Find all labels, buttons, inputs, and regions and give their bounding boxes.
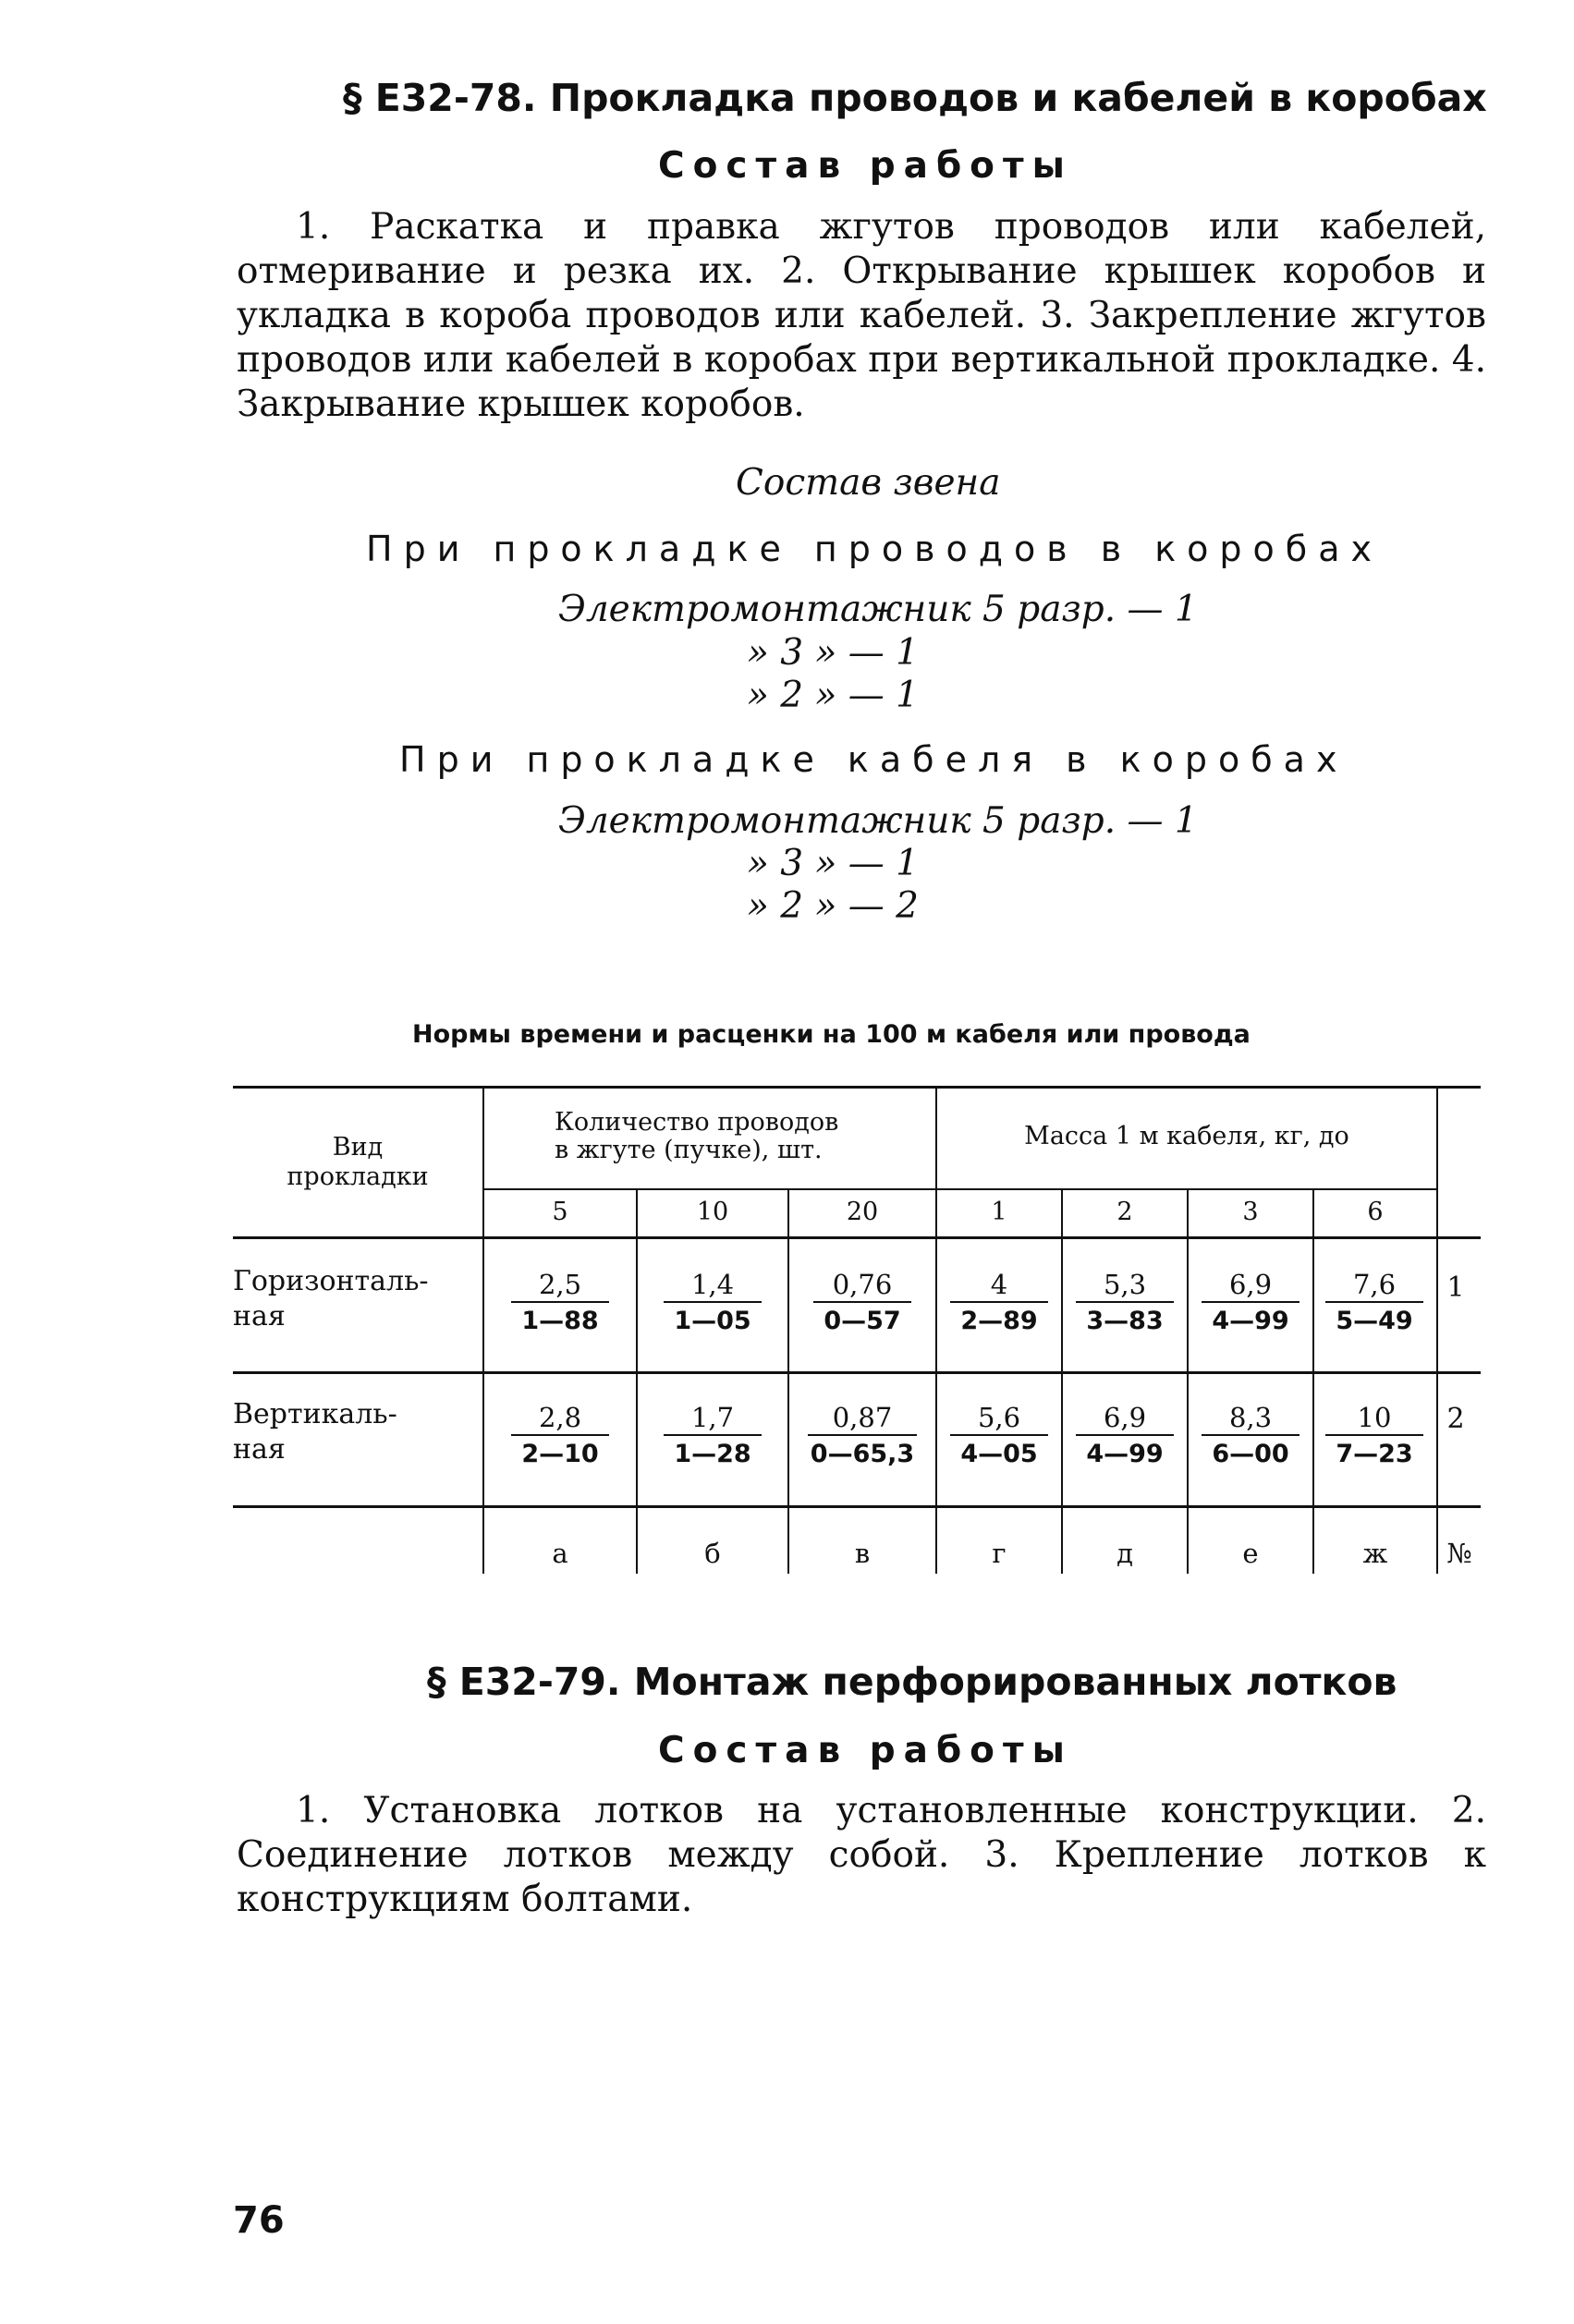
column-letter-c: в xyxy=(854,1538,871,1569)
page-number: 76 xyxy=(233,2199,285,2242)
crew-group-wires-line-3: » 2 » — 1 xyxy=(747,675,919,716)
table-top-rule xyxy=(233,1086,1481,1089)
table-vrule-6 xyxy=(1187,1188,1189,1574)
crew-group-wires-line-2: » 3 » — 1 xyxy=(747,632,919,674)
row-label-vertical-line-1: Вертикаль- xyxy=(233,1398,397,1430)
column-letter-e: д xyxy=(1116,1538,1133,1569)
value-vertical-a: 2,8 2—10 xyxy=(500,1401,620,1471)
crew-group-wires-title: При прокладке проводов в коробах xyxy=(366,529,1384,569)
value-vertical-e: 6,9 4—99 xyxy=(1065,1401,1185,1471)
table-vrule-3 xyxy=(787,1188,789,1574)
column-letter-f: е xyxy=(1242,1538,1259,1569)
crew-group-wires-line-1: Электромонтажник 5 разр. — 1 xyxy=(558,589,1198,630)
column-letter-b: б xyxy=(704,1538,721,1569)
table-subheader-rule xyxy=(482,1188,1436,1190)
value-horizontal-b: 1,4 1—05 xyxy=(653,1268,773,1338)
header-kind-line-2: прокладки xyxy=(287,1162,429,1191)
work-composition-text-2: 1. Установка лотков на установленные конструкции. 2. Соединение лотков между собой. 3. Крепление лотков к конструкциям болтами. xyxy=(237,1790,1486,1920)
table-vrule-8 xyxy=(1436,1086,1438,1574)
row-number-1: 1 xyxy=(1446,1272,1465,1304)
header-kind-line-1: Вид xyxy=(332,1133,384,1162)
row-label-vertical-line-2: ная xyxy=(233,1433,286,1466)
row-label-horizontal xyxy=(233,1264,429,1334)
section-heading-e32-79: § Е32-79. Монтаж перфорированных лотков xyxy=(427,1660,1397,1704)
crew-group-cable-line-2: » 3 » — 1 xyxy=(747,843,919,884)
header-count-line-1: Количество проводов xyxy=(555,1108,839,1137)
subheader-5: 5 xyxy=(552,1198,568,1226)
work-composition-title-2: Состав работы xyxy=(658,1730,1073,1771)
value-horizontal-a: 2,5 1—88 xyxy=(500,1268,620,1338)
value-vertical-b: 1,7 1—28 xyxy=(653,1401,773,1471)
column-letter-a: а xyxy=(552,1538,568,1569)
table-header-bottom-rule xyxy=(233,1236,1481,1239)
row-label-horizontal-line-1: Горизонталь- xyxy=(233,1265,429,1297)
work-composition-text: 1. Раскатка и правка жгутов проводов или кабелей, отмеривание и резка их. 2. Открывание крышек коробов и укладка в короба проводов или кабелей. 3. Закрепление жгутов проводов или кабелей в коробах при вертикальной прокладке. 4. Закрывание крышек коробов. xyxy=(237,206,1486,425)
crew-group-cable-title: При прокладке кабеля в коробах xyxy=(399,739,1348,780)
subheader-3: 3 xyxy=(1242,1198,1259,1226)
value-horizontal-c: 0,76 0—57 xyxy=(802,1268,922,1338)
section-heading-e32-78: § Е32-78. Прокладка проводов и кабелей в коробах xyxy=(343,76,1487,120)
subheader-1: 1 xyxy=(991,1198,1007,1226)
value-vertical-c: 0,87 0—65,3 xyxy=(797,1401,928,1471)
work-composition-paragraph-2 xyxy=(237,1789,1486,1922)
subheader-10: 10 xyxy=(696,1198,729,1226)
row-label-horizontal-line-2: ная xyxy=(233,1300,286,1332)
subheader-6: 6 xyxy=(1367,1198,1384,1226)
work-composition-title: Состав работы xyxy=(658,145,1073,187)
subheader-2: 2 xyxy=(1116,1198,1133,1226)
subheader-20: 20 xyxy=(846,1198,879,1226)
number-column-label: № xyxy=(1446,1538,1472,1569)
crew-group-cable-line-3: » 2 » — 2 xyxy=(747,885,919,927)
value-vertical-d: 5,6 4—05 xyxy=(939,1401,1059,1471)
header-mass: Масса 1 м кабеля, кг, до xyxy=(1024,1122,1349,1150)
value-horizontal-f: 6,9 4—99 xyxy=(1190,1268,1311,1338)
work-composition-paragraph xyxy=(237,205,1486,427)
crew-title: Состав звена xyxy=(736,462,1001,504)
value-horizontal-g: 7,6 5—49 xyxy=(1314,1268,1434,1338)
column-letter-g: ж xyxy=(1362,1538,1388,1569)
table-caption: Нормы времени и расценки на 100 м кабеля или провода xyxy=(412,1020,1251,1049)
table-row2-bottom-rule xyxy=(233,1505,1481,1508)
crew-group-cable-line-1: Электромонтажник 5 разр. — 1 xyxy=(558,800,1198,842)
table-vrule-4 xyxy=(935,1086,937,1574)
table-vrule-7 xyxy=(1312,1188,1314,1574)
table-row1-bottom-rule xyxy=(233,1371,1481,1374)
table-vrule-2 xyxy=(636,1188,638,1574)
value-horizontal-d: 4 2—89 xyxy=(939,1268,1059,1338)
value-vertical-f: 8,3 6—00 xyxy=(1190,1401,1311,1471)
table-vrule-5 xyxy=(1061,1188,1063,1574)
row-label-vertical xyxy=(233,1397,397,1467)
header-kind xyxy=(233,1133,482,1192)
row-number-2: 2 xyxy=(1446,1403,1465,1435)
value-vertical-g: 10 7—23 xyxy=(1314,1401,1434,1471)
value-horizontal-e: 5,3 3—83 xyxy=(1065,1268,1185,1338)
table-vrule-1 xyxy=(482,1086,484,1574)
column-letter-d: г xyxy=(992,1538,1007,1569)
header-count xyxy=(555,1109,887,1164)
header-count-line-2: в жгуте (пучке), шт. xyxy=(555,1136,823,1164)
